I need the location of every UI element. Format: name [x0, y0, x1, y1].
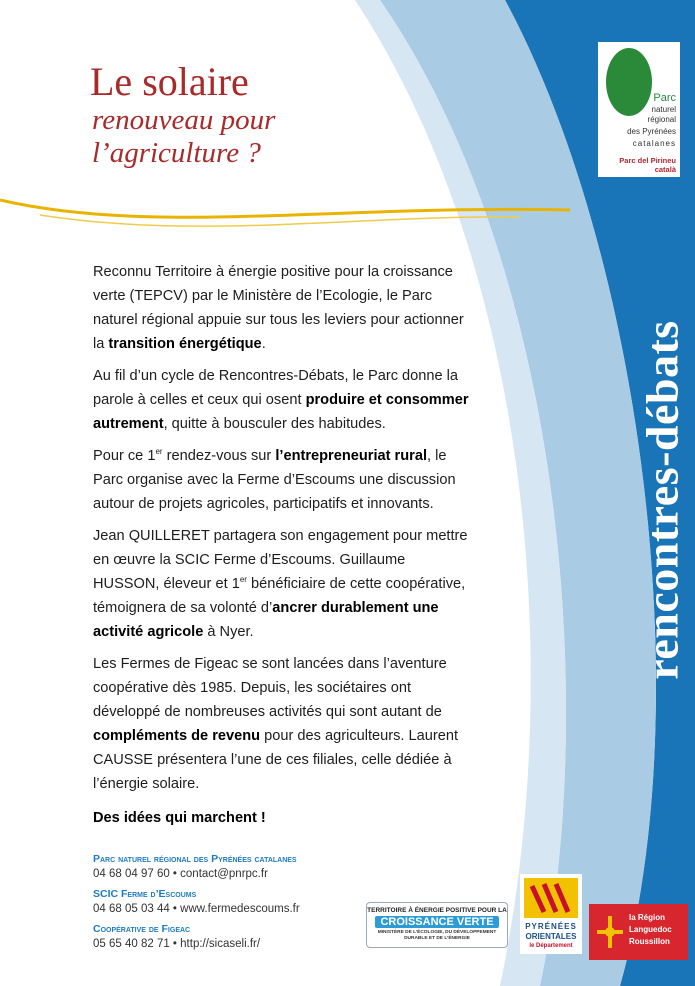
paragraph-1	[93, 260, 473, 356]
parc-logo-l3: régional	[647, 115, 676, 124]
tepcv-l2: CROISSANCE VERTE	[375, 916, 499, 928]
parc-logo	[598, 42, 680, 177]
p3-end: , le Parc organise avec la Ferme d’Escoums une discussion autour de projets agricoles, participatifs et innovants.	[93, 448, 456, 512]
po-l1: PYRÉNÉES	[525, 922, 577, 931]
p4-mid: bénéficiaire de cette coopérative, témoignera de sa volonté d’	[93, 576, 466, 616]
contact-line: 05 65 40 82 71 • http://sicaseli.fr/	[93, 938, 261, 950]
contact-line: 04 68 04 97 60 • contact@pnrpc.fr	[93, 868, 268, 880]
contact-line: 04 68 05 03 44 • www.fermedescoums.fr	[93, 903, 300, 915]
p3-mid: rendez-vous sur	[162, 448, 276, 464]
region-l2: Languedoc	[629, 925, 672, 934]
parc-logo-l4: des Pyrénées	[627, 127, 676, 136]
title-line-2: renouveau pour	[92, 104, 276, 136]
p5-bold: compléments de revenu	[93, 728, 261, 744]
paragraph-3	[93, 444, 473, 516]
title-line-1: Le solaire	[90, 59, 249, 104]
po-l2: ORIENTALES	[525, 932, 577, 941]
p2-end: , quitte à bousculer des habitudes.	[163, 416, 386, 432]
paragraph-2	[93, 364, 473, 436]
parc-logo-l2: naturel	[651, 105, 676, 114]
p5-end: pour des agriculteurs. Laurent CAUSSE présentera l’une de ces filiales, celle dédiée à l’énergie solaire.	[93, 728, 459, 792]
p4-sup: er	[239, 575, 247, 584]
catalan-flag-icon	[524, 878, 578, 918]
pyrenees-orientales-logo	[520, 874, 582, 954]
parc-logo-l1: Parc	[653, 92, 676, 104]
parc-emblem-icon	[606, 48, 652, 116]
p2-text: Au fil d’un cycle de Rencontres-Débats, le Parc donne la parole à celles et ceux qui osent	[93, 368, 459, 408]
side-label: rencontres-débats	[636, 320, 688, 680]
p1-text: Reconnu Territoire à énergie positive pour la croissance verte (TEPCV) par le Ministère de l’Ecologie, le Parc naturel régional appuie sur tous les leviers pour actionner la	[93, 264, 464, 352]
p4-end: à Nyer.	[203, 624, 254, 640]
p5-text: Les Fermes de Figeac se sont lancées dans l’aventure coopérative dès 1985. Depuis, les sociétaires ont développé de nombreuses activités qui sont autant de	[93, 656, 447, 720]
title-subtitle	[92, 104, 275, 170]
tepcv-logo	[366, 902, 508, 948]
paragraph-4	[93, 524, 473, 644]
p1-end: .	[261, 336, 266, 352]
contacts	[93, 852, 373, 957]
p4-bold: ancrer durablement une activité agricole	[93, 600, 439, 640]
p4-text: Jean QUILLERET partagera son engagement pour mettre en œuvre la SCIC Ferme d’Escoums. Guillaume HUSSON, éleveur et 1	[93, 528, 468, 592]
p1-bold: transition énergétique	[108, 336, 262, 352]
tepcv-l3: MINISTÈRE DE L’ÉCOLOGIE, DU DÉVELOPPEMENT DURABLE ET DE L’ÉNERGIE	[377, 930, 497, 941]
closing-line: Des idées qui marchent !	[93, 810, 266, 826]
tepcv-l1: TERRITOIRE À ÉNERGIE POSITIVE POUR LA	[367, 907, 507, 914]
body-text	[93, 260, 473, 830]
po-l3: le Département	[529, 943, 573, 949]
p2-bold: produire et consommer autrement	[93, 392, 469, 432]
contact-name: Parc naturel régional des Pyrénées catalanes	[93, 853, 297, 865]
paragraph-5	[93, 652, 473, 796]
p3-bold: l’entrepreneuriat rural	[275, 448, 428, 464]
p3-sup: er	[155, 447, 163, 456]
p3-text: Pour ce 1	[93, 448, 156, 464]
region-l1: la Région	[629, 913, 666, 922]
occitan-cross-icon	[595, 914, 625, 950]
title-line-3: l’agriculture ?	[92, 137, 261, 169]
region-l3: Roussillon	[629, 937, 670, 946]
region-logo	[589, 904, 688, 960]
contact-name: Coopérative de Figeac	[93, 923, 191, 935]
contact-name: SCIC Ferme d’Escoums	[93, 888, 197, 900]
parc-logo-l6: Parc del Pirineu català	[619, 156, 676, 174]
parc-logo-l5: catalanes	[632, 139, 676, 148]
